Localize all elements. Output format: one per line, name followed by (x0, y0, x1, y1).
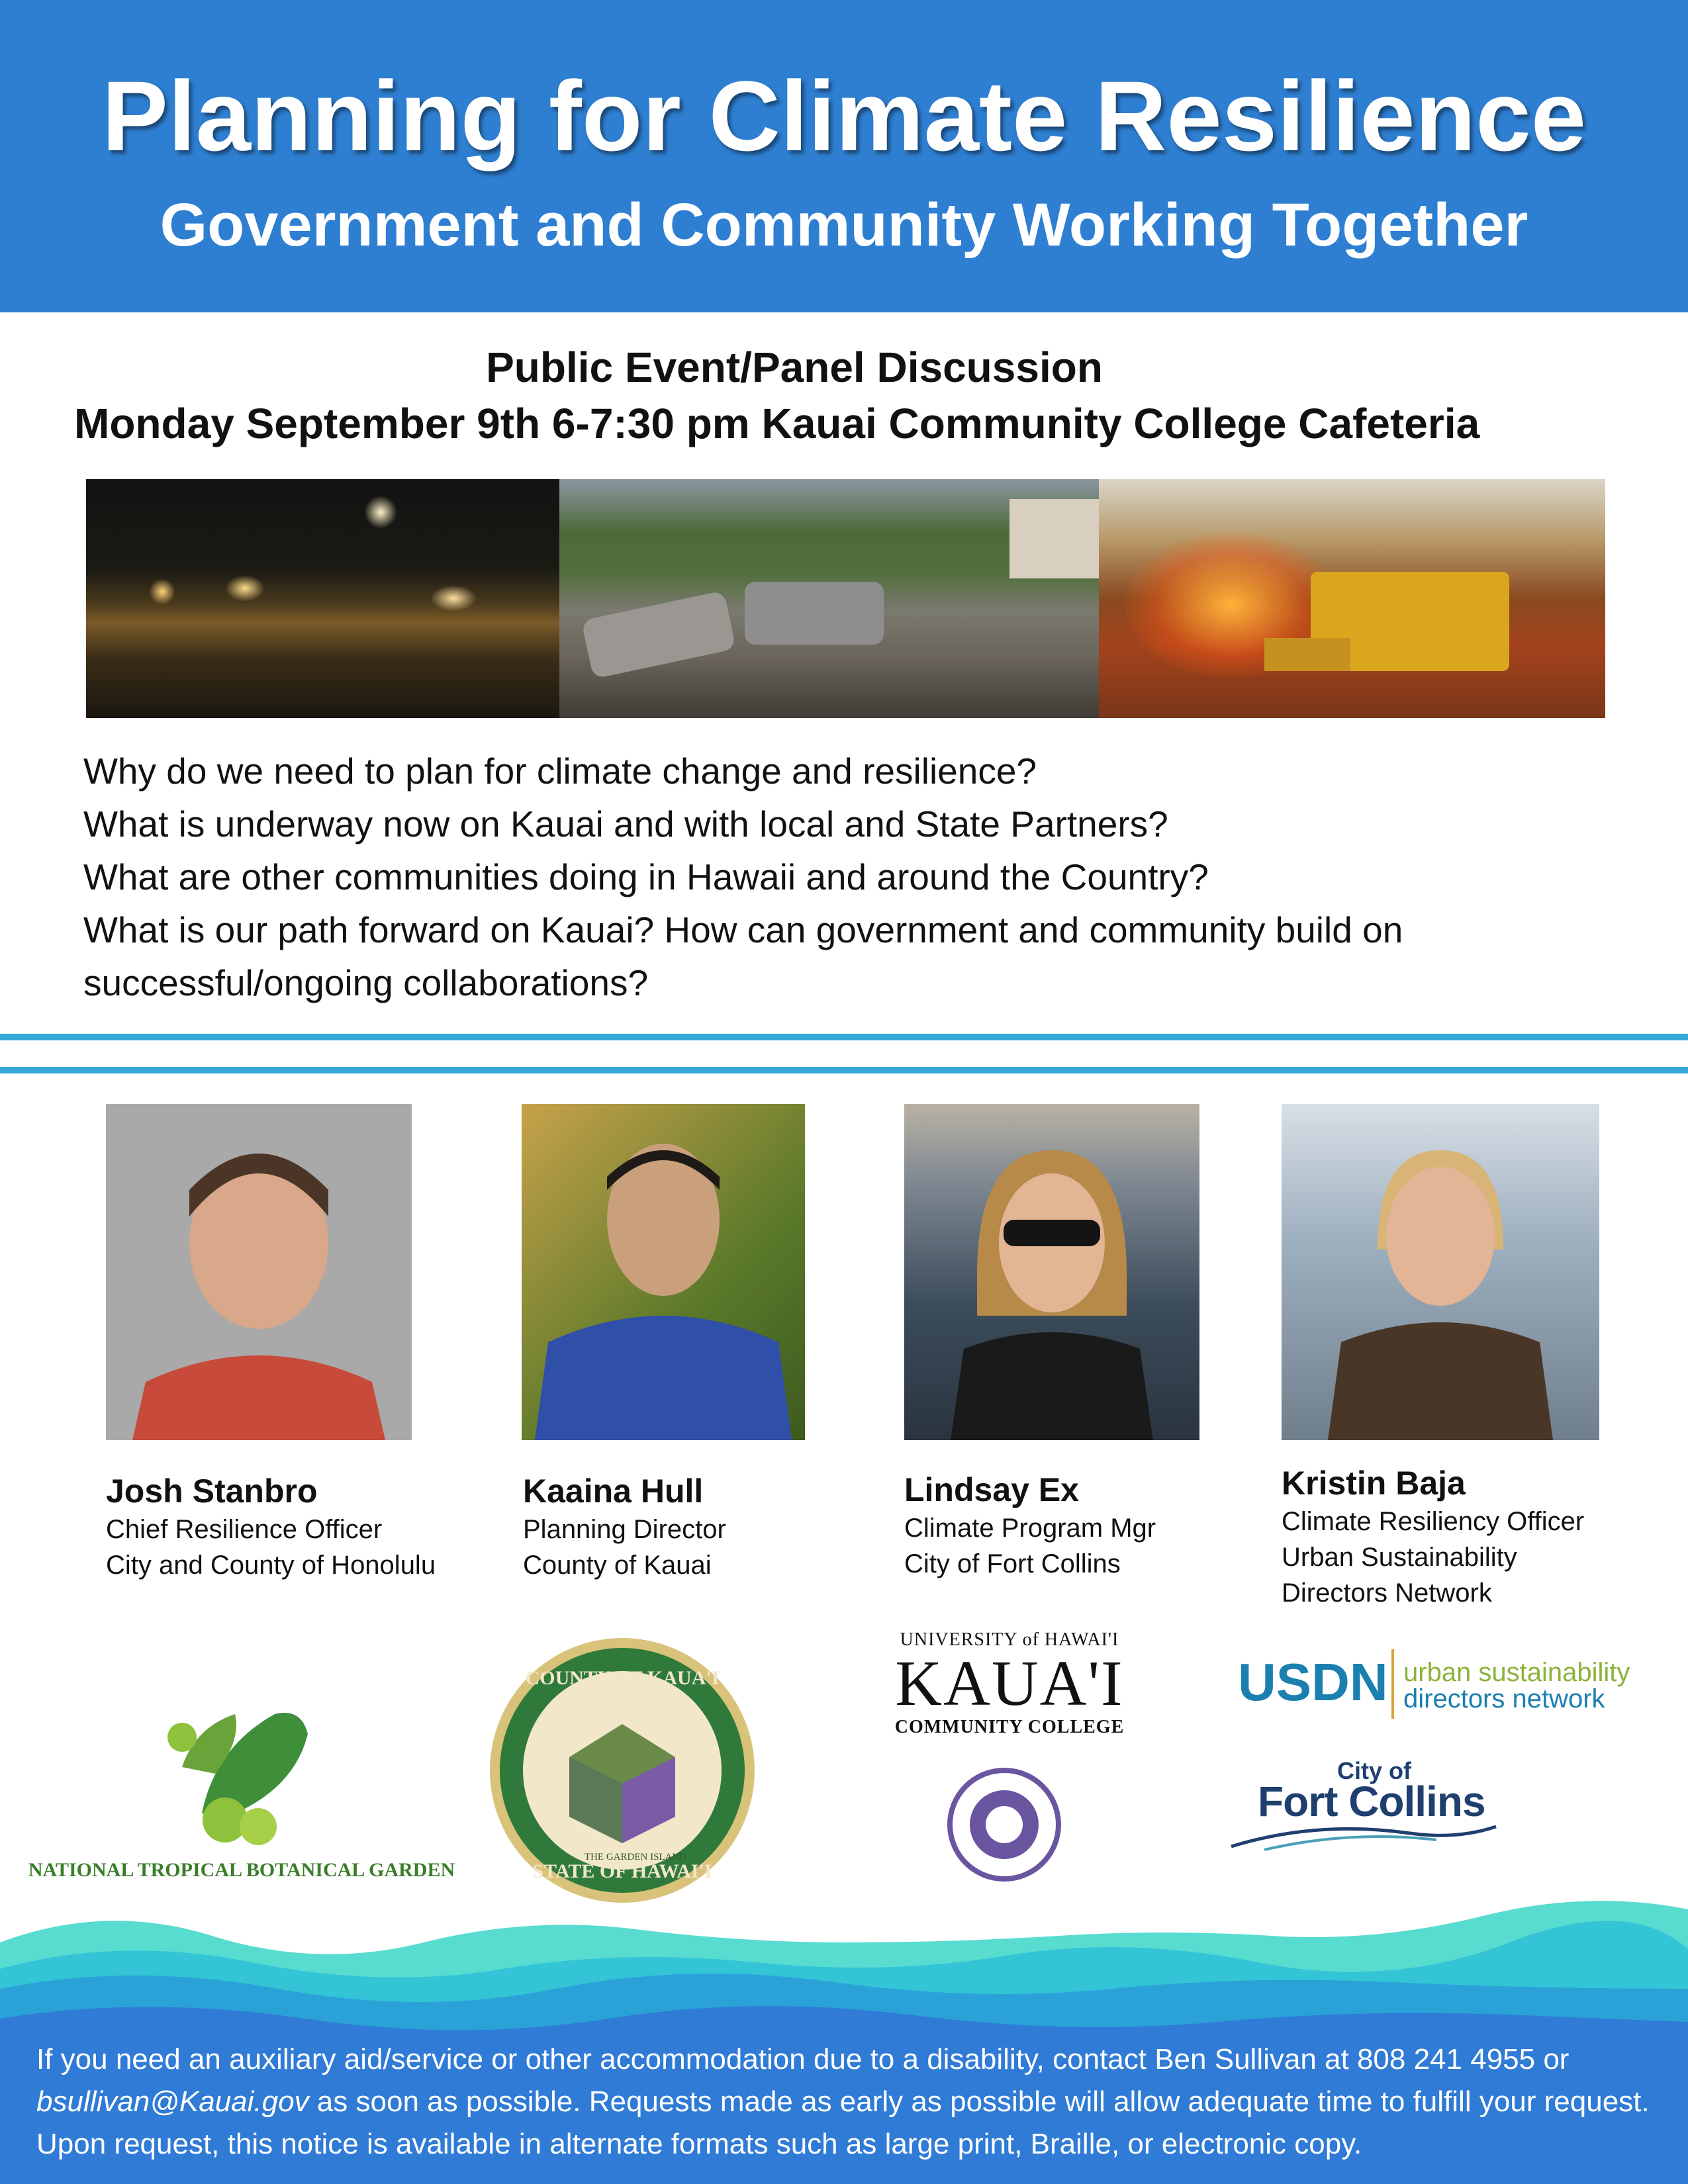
seal-band-text: THE GARDEN ISLAND (584, 1852, 687, 1862)
panelist-org: Urban Sustainability (1282, 1543, 1517, 1572)
ntbg-logo-text: NATIONAL TROPICAL BOTANICAL GARDEN (28, 1859, 455, 1881)
headshot-josh-stanbro (106, 1104, 412, 1440)
fort-collins-name: Fort Collins (1258, 1778, 1485, 1825)
panelist-title: Chief Resilience Officer (106, 1515, 383, 1544)
notice-rest: as soon as possible. Requests made as early as possible will allow adequate time to fulfill your request. Upon request, this notice is available in alternate formats such as large print, Braille, or electronic copy. (36, 2085, 1650, 2160)
seal-bottom-text: STATE OF HAWAI'I (532, 1860, 712, 1882)
accessibility-notice (36, 2038, 1665, 2165)
event-details: Monday September 9th 6-7:30 pm Kauai Community College Cafeteria (74, 400, 1480, 447)
usdn-logo (1238, 1649, 1648, 1722)
divider-top (0, 1034, 1688, 1040)
headshot-lindsay-ex (904, 1104, 1199, 1440)
panelist-1 (106, 1471, 477, 1583)
panelist-name: Lindsay Ex (904, 1471, 1079, 1508)
city-of-fort-collins-logo (1225, 1757, 1503, 1856)
event-type: Public Event/Panel Discussion (486, 343, 1103, 391)
question-2: What is underway now on Kauai and with local and State Partners? (83, 803, 1168, 844)
usdn-abbr: USDN (1238, 1653, 1388, 1711)
usdn-line2: directors network (1403, 1684, 1605, 1713)
panelist-3 (904, 1469, 1248, 1582)
kauai-community-college-logo (890, 1629, 1129, 1738)
kcc-name-text: KAUA'I (895, 1648, 1124, 1719)
kcc-university-text: UNIVERSITY of HAWAI'I (900, 1629, 1119, 1650)
wildfire-photo (1099, 479, 1605, 718)
notice-lead: If you need an auxiliary aid/service or other accommodation due to a disability, contact Ben Sullivan at 808 241 4955 or (36, 2043, 1570, 2075)
usdn-divider (1391, 1649, 1394, 1719)
headshot-kristin-baja (1282, 1104, 1599, 1440)
panelist-org: City of Fort Collins (904, 1549, 1121, 1578)
fort-collins-city-of: City of (1337, 1757, 1411, 1784)
usdn-line1: urban sustainability (1403, 1658, 1630, 1687)
panelist-org-line2: Directors Network (1282, 1578, 1492, 1608)
question-5: successful/ongoing collaborations? (83, 962, 649, 1003)
question-1: Why do we need to plan for climate change and resilience? (83, 751, 1037, 792)
panelist-title: Climate Resiliency Officer (1282, 1507, 1585, 1536)
divider-bottom (0, 1067, 1688, 1073)
ntbg-logo (28, 1615, 455, 1893)
panelist-name: Kaaina Hull (523, 1473, 704, 1510)
panelist-name: Kristin Baja (1282, 1465, 1466, 1502)
panelist-title: Climate Program Mgr (904, 1514, 1156, 1543)
kcc-college-text: COMMUNITY COLLEGE (894, 1717, 1125, 1737)
university-of-hawaii-seal (935, 1764, 1074, 1886)
panelist-org: City and County of Honolulu (106, 1551, 436, 1580)
page-title: Planning for Climate Resilience (101, 60, 1587, 171)
panelist-org: County of Kauai (523, 1551, 712, 1580)
county-of-kauai-seal (483, 1631, 761, 1909)
contact-email-link[interactable]: bsullivan@Kauai.gov (36, 2085, 309, 2118)
headshot-kaaina-hull (522, 1104, 805, 1440)
page-subtitle: Government and Community Working Together (160, 191, 1528, 259)
panelist-4 (1282, 1463, 1652, 1611)
panelist-name: Josh Stanbro (106, 1473, 318, 1510)
panelist-title: Planning Director (523, 1515, 726, 1544)
question-3: What are other communities doing in Hawaii and around the Country? (83, 856, 1209, 897)
discussion-questions (83, 745, 1626, 1009)
flood-night-photo (86, 479, 559, 718)
question-4: What is our path forward on Kauai? How can government and community build on (83, 909, 1403, 950)
panelist-2 (523, 1471, 867, 1583)
seal-top-text: COUNTY OF KAUA'I (525, 1667, 720, 1689)
flood-debris-photo (559, 479, 1099, 718)
